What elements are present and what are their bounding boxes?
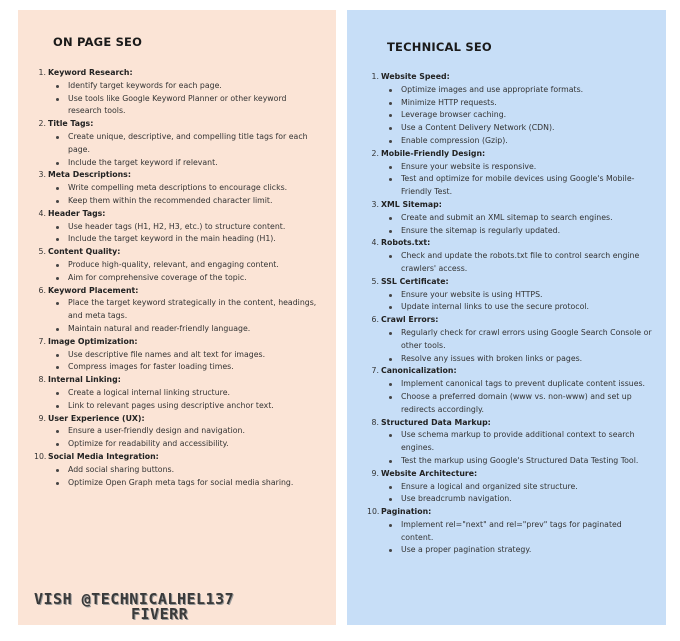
section-title: Website Speed:	[381, 72, 450, 81]
section-title: Social Media Integration:	[48, 451, 159, 461]
section-item	[367, 506, 652, 557]
bullet-text: Use a proper pagination strategy.	[401, 545, 532, 555]
bullet-item	[381, 250, 652, 276]
bullet-item	[381, 327, 652, 353]
bullet-item	[48, 297, 319, 323]
bullet-item	[381, 84, 652, 97]
section-title: Canonicalization:	[381, 366, 457, 376]
section-bullets	[381, 519, 652, 557]
bullet-item	[381, 455, 652, 468]
bullet-item	[48, 361, 319, 374]
bullet-dot-icon	[389, 230, 392, 233]
section-title: XML Sitemap:	[381, 199, 442, 209]
bullet-text: Minimize HTTP requests.	[401, 97, 497, 107]
bullet-text: Regularly check for crawl errors using Google Search Console or other tools.	[401, 327, 652, 350]
section-bullets	[381, 327, 652, 365]
bullet-item	[48, 157, 319, 170]
section-bullets	[381, 481, 652, 507]
bullet-dot-icon	[56, 136, 59, 139]
section-number: 3.	[38, 170, 46, 180]
bullet-text: Use schema markup to provide additional context to search engines.	[401, 430, 635, 453]
section-item	[367, 468, 652, 506]
bullet-dot-icon	[56, 482, 59, 485]
on-page-seo-title: ON PAGE SEO	[53, 35, 143, 49]
bullet-item	[381, 122, 652, 135]
bullet-text: Enable compression (Gzip).	[401, 135, 508, 145]
bullet-item	[381, 225, 652, 238]
bullet-item	[48, 93, 319, 119]
section-bullets	[48, 387, 319, 413]
bullet-dot-icon	[389, 549, 392, 552]
bullet-item	[381, 353, 652, 366]
section-title: Robots.txt:	[381, 238, 431, 248]
bullet-dot-icon	[56, 226, 59, 229]
bullet-text: Produce high-quality, relevant, and engaging content.	[68, 259, 279, 269]
section-number: 10.	[367, 507, 380, 517]
bullet-text: Resolve any issues with broken links or pages.	[401, 353, 583, 363]
bullet-text: Leverage browser caching.	[401, 110, 507, 120]
bullet-dot-icon	[389, 460, 392, 463]
section-number: 8.	[371, 417, 379, 427]
section-title: Pagination:	[381, 507, 432, 517]
bullet-dot-icon	[389, 178, 392, 181]
bullet-dot-icon	[389, 127, 392, 130]
bullet-dot-icon	[56, 238, 59, 241]
on-page-seo-panel	[18, 10, 336, 625]
bullet-dot-icon	[389, 217, 392, 220]
section-title: Image Optimization:	[48, 336, 138, 346]
bullet-text: Link to relevant pages using descriptive anchor text.	[68, 400, 274, 410]
section-title: Content Quality:	[48, 247, 121, 257]
bullet-dot-icon	[389, 166, 392, 169]
section-item	[367, 314, 652, 365]
bullet-text: Use descriptive file names and alt text for images.	[68, 349, 266, 359]
bullet-item	[381, 391, 652, 417]
bullet-item	[381, 378, 652, 391]
bullet-text: Aim for comprehensive coverage of the topic.	[68, 272, 247, 282]
bullet-dot-icon	[56, 430, 59, 433]
bullet-dot-icon	[389, 383, 392, 386]
bullet-dot-icon	[389, 89, 392, 92]
technical-seo-title: TECHNICAL SEO	[387, 40, 492, 54]
section-bullets	[48, 297, 319, 335]
section-number: 10.	[34, 451, 47, 461]
technical-seo-list	[367, 71, 652, 557]
bullet-dot-icon	[389, 140, 392, 143]
bullet-dot-icon	[389, 294, 392, 297]
section-bullets	[48, 80, 319, 118]
bullet-item	[48, 438, 319, 451]
technical-seo-panel	[347, 10, 666, 625]
section-item	[34, 246, 319, 284]
bullet-item	[48, 387, 319, 400]
bullet-item	[48, 349, 319, 362]
bullet-text: Use a Content Delivery Network (CDN).	[401, 123, 555, 133]
bullet-text: Ensure a logical and organized site structure.	[401, 481, 578, 491]
bullet-text: Create and submit an XML sitemap to search engines.	[401, 212, 613, 222]
section-item	[367, 276, 652, 314]
bullet-dot-icon	[389, 332, 392, 335]
bullet-text: Ensure the sitemap is regularly updated.	[401, 225, 561, 235]
section-bullets	[48, 425, 319, 451]
section-bullets	[48, 259, 319, 285]
section-item	[367, 71, 652, 148]
bullet-text: Use tools like Google Keyword Planner or other keyword research tools.	[68, 93, 287, 116]
bullet-text: Keep them within the recommended character limit.	[68, 195, 273, 205]
bullet-text: Identify target keywords for each page.	[68, 80, 222, 90]
bullet-text: Include the target keyword if relevant.	[68, 157, 218, 167]
section-item	[34, 374, 319, 412]
bullet-text: Compress images for faster loading times.	[68, 362, 234, 372]
bullet-text: Use breadcrumb navigation.	[401, 494, 512, 504]
section-item	[34, 208, 319, 246]
bullet-item	[381, 212, 652, 225]
section-number: 6.	[38, 285, 46, 295]
bullet-dot-icon	[389, 498, 392, 501]
bullet-text: Include the target keyword in the main heading (H1).	[68, 234, 276, 244]
bullet-text: Maintain natural and reader-friendly language.	[68, 323, 251, 333]
bullet-item	[48, 131, 319, 157]
section-number: 8.	[38, 375, 46, 385]
section-item	[34, 451, 319, 489]
bullet-item	[48, 400, 319, 413]
bullet-item	[48, 80, 319, 93]
bullet-text: Ensure your website is responsive.	[401, 161, 537, 171]
bullet-item	[381, 161, 652, 174]
bullet-item	[48, 323, 319, 336]
section-item	[367, 365, 652, 416]
bullet-item	[48, 182, 319, 195]
section-item	[367, 237, 652, 275]
bullet-text: Ensure a user-friendly design and navigation.	[68, 426, 245, 436]
bullet-dot-icon	[389, 255, 392, 258]
bullet-dot-icon	[56, 264, 59, 267]
section-item	[367, 199, 652, 237]
section-number: 1.	[38, 68, 46, 77]
bullet-item	[48, 259, 319, 272]
section-bullets	[48, 221, 319, 247]
bullet-dot-icon	[389, 114, 392, 117]
section-number: 2.	[371, 148, 379, 158]
section-bullets	[48, 131, 319, 169]
section-bullets	[381, 378, 652, 416]
bullet-dot-icon	[389, 306, 392, 309]
bullet-dot-icon	[389, 434, 392, 437]
bullet-text: Add social sharing buttons.	[68, 464, 175, 474]
section-item	[34, 67, 319, 118]
section-title: Keyword Research:	[48, 68, 133, 77]
bullet-text: Write compelling meta descriptions to encourage clicks.	[68, 183, 288, 193]
bullet-item	[48, 425, 319, 438]
bullet-item	[381, 493, 652, 506]
section-bullets	[381, 212, 652, 238]
bullet-item	[381, 544, 652, 557]
section-number: 9.	[371, 468, 379, 478]
section-bullets	[381, 84, 652, 148]
section-number: 7.	[38, 336, 46, 346]
watermark-signature	[34, 590, 304, 623]
section-title: Title Tags:	[48, 119, 94, 129]
bullet-text: Optimize images and use appropriate formats.	[401, 84, 584, 94]
bullet-text: Update internal links to use the secure protocol.	[401, 302, 589, 312]
bullet-item	[381, 429, 652, 455]
section-title: Website Architecture:	[381, 468, 478, 478]
bullet-dot-icon	[56, 469, 59, 472]
bullet-item	[381, 109, 652, 122]
section-number: 7.	[371, 366, 379, 376]
section-number: 9.	[38, 413, 46, 423]
bullet-dot-icon	[56, 162, 59, 165]
section-title: User Experience (UX):	[48, 413, 145, 423]
bullet-dot-icon	[389, 358, 392, 361]
watermark-platform: FIVERR	[131, 605, 189, 623]
bullet-text: Create unique, descriptive, and compelling title tags for each page.	[68, 131, 308, 154]
bullet-dot-icon	[56, 98, 59, 101]
bullet-dot-icon	[56, 354, 59, 357]
section-bullets	[381, 250, 652, 276]
section-number: 6.	[371, 315, 379, 325]
section-bullets	[381, 429, 652, 467]
bullet-text: Check and update the robots.txt file to control search engine crawlers' access.	[401, 251, 640, 273]
bullet-text: Create a logical internal linking structure.	[68, 387, 230, 397]
bullet-item	[48, 464, 319, 477]
bullet-dot-icon	[389, 486, 392, 489]
bullet-text: Choose a preferred domain (www vs. non-www) and set up redirects accordingly.	[401, 391, 632, 414]
section-title: Keyword Placement:	[48, 285, 139, 295]
bullet-item	[381, 97, 652, 110]
bullet-item	[381, 135, 652, 148]
bullet-text: Implement canonical tags to prevent duplicate content issues.	[401, 379, 646, 389]
bullet-text: Ensure your website is using HTTPS.	[401, 289, 543, 299]
bullet-dot-icon	[56, 85, 59, 88]
bullet-dot-icon	[389, 396, 392, 399]
bullet-item	[48, 221, 319, 234]
bullet-dot-icon	[56, 328, 59, 331]
section-title: Header Tags:	[48, 208, 106, 218]
section-item	[34, 285, 319, 336]
section-item	[34, 118, 319, 169]
bullet-dot-icon	[389, 102, 392, 105]
bullet-item	[381, 481, 652, 494]
section-title: Meta Descriptions:	[48, 170, 131, 180]
bullet-dot-icon	[56, 405, 59, 408]
section-number: 1.	[371, 72, 379, 81]
section-item	[34, 336, 319, 374]
bullet-item	[48, 233, 319, 246]
bullet-text: Place the target keyword strategically in the content, headings, and meta tags.	[68, 298, 317, 321]
section-item	[367, 417, 652, 468]
section-number: 2.	[38, 119, 46, 129]
section-title: Crawl Errors:	[381, 315, 439, 325]
bullet-item	[48, 477, 319, 490]
section-title: Internal Linking:	[48, 375, 121, 385]
bullet-dot-icon	[56, 392, 59, 395]
section-number: 4.	[371, 238, 379, 248]
bullet-text: Test and optimize for mobile devices using Google's Mobile-Friendly Test.	[401, 174, 635, 197]
section-title: SSL Certificate:	[381, 276, 449, 286]
bullet-item	[48, 272, 319, 285]
bullet-dot-icon	[56, 187, 59, 190]
section-bullets	[48, 182, 319, 208]
bullet-text: Test the markup using Google's Structured Data Testing Tool.	[401, 455, 639, 465]
section-number: 3.	[371, 199, 379, 209]
watermark-handle: VISH @TECHNICALHEL137	[34, 590, 235, 608]
bullet-text: Optimize Open Graph meta tags for social media sharing.	[68, 477, 294, 487]
bullet-dot-icon	[56, 302, 59, 305]
section-item	[34, 413, 319, 451]
bullet-dot-icon	[56, 200, 59, 203]
section-title: Structured Data Markup:	[381, 417, 491, 427]
bullet-item	[381, 519, 652, 545]
on-page-seo-list	[34, 67, 319, 489]
bullet-item	[381, 173, 652, 199]
bullet-dot-icon	[56, 277, 59, 280]
bullet-item	[381, 289, 652, 302]
bullet-text: Use header tags (H1, H2, H3, etc.) to structure content.	[68, 221, 286, 231]
section-bullets	[381, 289, 652, 315]
bullet-dot-icon	[56, 366, 59, 369]
bullet-item	[381, 301, 652, 314]
section-number: 4.	[38, 208, 46, 218]
bullet-text: Optimize for readability and accessibility.	[68, 439, 229, 449]
section-title: Mobile-Friendly Design:	[381, 148, 486, 158]
section-item	[367, 148, 652, 199]
section-item	[34, 169, 319, 207]
section-bullets	[48, 464, 319, 490]
section-bullets	[381, 161, 652, 199]
bullet-text: Implement rel="next" and rel="prev" tags for paginated content.	[401, 519, 622, 542]
section-number: 5.	[371, 276, 379, 286]
bullet-dot-icon	[389, 524, 392, 527]
section-bullets	[48, 349, 319, 375]
bullet-item	[48, 195, 319, 208]
bullet-dot-icon	[56, 443, 59, 446]
section-number: 5.	[38, 247, 46, 257]
